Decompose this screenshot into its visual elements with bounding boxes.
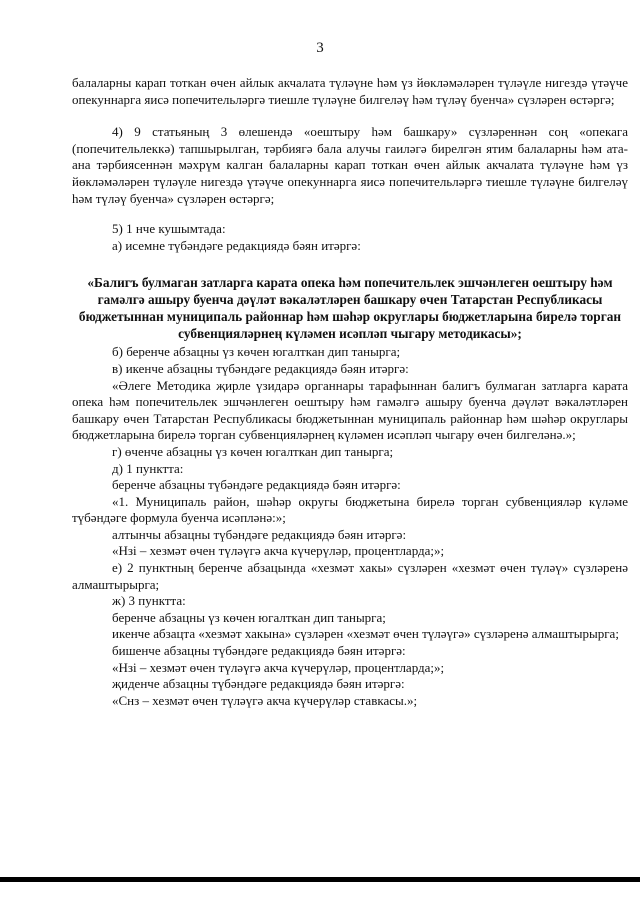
- list-item: б) беренче абзацны үз көчен югалткан дип танырга;: [112, 344, 401, 360]
- list-item: «Нзі – хезмәт өчен түләүгә акча күчерүләр, процентларда;»;: [112, 543, 445, 559]
- list-item: икенче абзацта «хезмәт хакына» сүзләрен «хезмәт өчен түләүгә» сүзләренә алмаштырырга;: [112, 626, 619, 642]
- list-item: җиденче абзацны түбәндәге редакциядә бәян итәргә:: [112, 676, 405, 692]
- list-item: алтынчы абзацны түбәндәге редакциядә бәян итәргә:: [112, 526, 407, 542]
- list-item: е) 2 пунктның беренче абзацында «хезмәт хакы» сүзләрен «хезмәт өчен түләү» сүзләренә алмаштырырга;: [72, 560, 628, 592]
- paragraph-item-5: 5) 1 нче кушымтада:: [112, 221, 226, 237]
- list-item: «Әлеге Методика җирле үзидарә органнары тарафыннан балигъ булмаган затларга карата опека һәм попечительлек эшчәнлеген оештыру һәм гамәлгә ашыру буенча дәүләт вәкаләтләрен башкару өчен Татарстан Республикасы бюджетыннан муниципаль районнар һәм шәһәр округлары бюджетларына бирелә торган субвенцияләрнең күләмен исәпләп чыгару өчен билгеләнә.»;: [72, 377, 628, 443]
- list-item: «1. Муниципаль район, шәһәр округы бюджетына бирелә торган субвенцияләр күләме түбәндәге формула буенча исәпләнә:»;: [72, 493, 628, 526]
- list-item: «Снз – хезмәт өчен түләүгә акча күчерүләр ставкасы.»;: [112, 692, 418, 708]
- list-item: в) икенче абзацны түбәндәге редакциядә бәян итәргә:: [112, 360, 409, 376]
- list-item: г) өченче абзацны үз көчен югалткан дип танырга;: [112, 443, 394, 459]
- document-body: [72, 75, 628, 709]
- paragraph-item-5a: а) исемне түбәндәге редакциядә бәян итәргә:: [112, 237, 361, 253]
- paragraph-item-4: 4) 9 статьяның 3 өлешендә «оештыру һәм башкару» сүзләреннән соң «опекага (попечительлеккә) тапшырылган, тәрбиягә бала алучы гаиләгә бирелгән ятим балаларны һәм ата-ана тәрбиясеннән мәхрүм калган балаларны карап тоткан өчен айлык акчалата түләүне һәм үз йөкләмәләрен түләүле нигездә үтәүче опекуннарга яисә попечительләргә тиешле түләүне билгеләү һәм түләү буенча» сүзләрен өстәргә;: [72, 124, 628, 206]
- paragraph-continuation: балаларны карап тоткан өчен айлык акчалата түләүне һәм үз йөкләмәләрен түләүле нигездә үтәүче опекуннарга яисә попечительләргә тиешле түләүне билгеләү һәм түләү буенча» сүзләрен өстәргә;: [72, 75, 628, 107]
- list-item: беренче абзацны түбәндәге редакциядә бәян итәргә:: [112, 477, 401, 493]
- list-item: ж) 3 пунктта:: [112, 593, 186, 609]
- list-item: беренче абзацны үз көчен югалткан дип танырга;: [112, 609, 386, 625]
- scan-edge-bar: [0, 877, 640, 882]
- list-item: д) 1 пунктта:: [112, 460, 184, 476]
- list-item: «Нзі – хезмәт өчен түләүгә акча күчерүләр, процентларда;»;: [112, 659, 445, 675]
- list-item: бишенче абзацны түбәндәге редакциядә бәян итәргә:: [112, 643, 406, 659]
- page-number: 3: [316, 40, 324, 56]
- methodology-title: «Балигъ булмаган затларга карата опека һәм попечительлек эшчәнлеген оештыру һәм гамәлгә ашыру буенча дәүләт вәкаләтләрен башкару өчен Татарстан Республикасы бюджетыннан муниципаль районнар һәм шәһәр округлары бюджетларына бирелә торган субвенцияләрнең күләмен исәпләп чыгару методикасы»;: [78, 275, 622, 342]
